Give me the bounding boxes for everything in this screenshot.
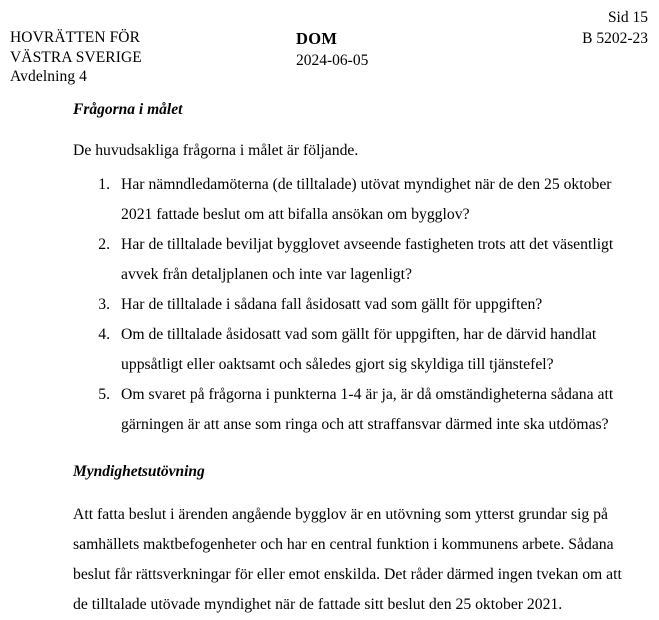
list-item-number: 2. [98,236,110,253]
list-item-number: 4. [98,326,110,343]
document-type: DOM [296,29,338,48]
list-item-text: Har de tilltalade i sådana fall åsidosatt vad som gällt för uppgiften? [121,296,543,313]
questions-list [73,170,627,440]
case-number: B 5202-23 [582,30,648,47]
list-item-text: Om de tilltalade åsidosatt vad som gällt för uppgiften, har de därvid handlat uppsåtligt eller oaktsamt och således gjort sig skyldiga till tjänstefel? [121,326,597,373]
section-heading-questions: Frågorna i målet [73,101,183,118]
court-name-line-2: VÄSTRA SVERIGE [10,48,142,66]
list-item-text: Har de tilltalade beviljat bygglovet avseende fastigheten trots att det väsentligt avvek från detaljplanen och inte var lagenligt? [121,236,614,283]
list-item [73,380,627,440]
section-heading-authority: Myndighetsutövning [73,463,205,480]
court-name-line-1: HOVRÄTTEN FÖR [10,29,141,46]
document-date: 2024-06-05 [296,52,369,69]
document-header [0,0,659,95]
list-item-text: Om svaret på frågorna i punkterna 1-4 är ja, är då omständigheterna sådana att gärningen är att anse som ringa och att straffansvar därmed inte ska utdömas? [121,386,614,433]
list-item [73,230,627,290]
list-item [73,290,627,320]
document-reference-block [582,7,648,49]
authority-paragraph: Att fatta beslut i ärenden angående bygglov är en utövning som ytterst grundar sig på samhällets maktbefogenheter och har en central funktion i kommunens arbete. Sådana beslut får rättsverkningar för eller emot enskilda. Det råder därmed ingen tvekan om att de tilltalade utövade myndighet när de fattade sitt beslut den 25 oktober 2021. [73,506,622,613]
list-item-text: Har nämndledamöterna (de tilltalade) utövat myndighet när de den 25 oktober 2021 fattade beslut om att bifalla ansökan om bygglov? [121,176,612,223]
page-number: Sid 15 [607,9,648,26]
court-identification [10,28,142,87]
list-item-number: 1. [98,176,110,193]
list-item [73,320,627,380]
document-body [73,100,627,620]
section-authority-exercise [73,462,627,620]
list-item-number: 3. [98,296,110,313]
document-title-block [296,28,368,72]
court-division: Avdelning 4 [10,68,88,85]
questions-intro-paragraph: De huvudsakliga frågorna i målet är följande. [73,142,359,159]
section-questions [73,100,627,440]
list-item [73,170,627,230]
list-item-number: 5. [98,386,110,403]
